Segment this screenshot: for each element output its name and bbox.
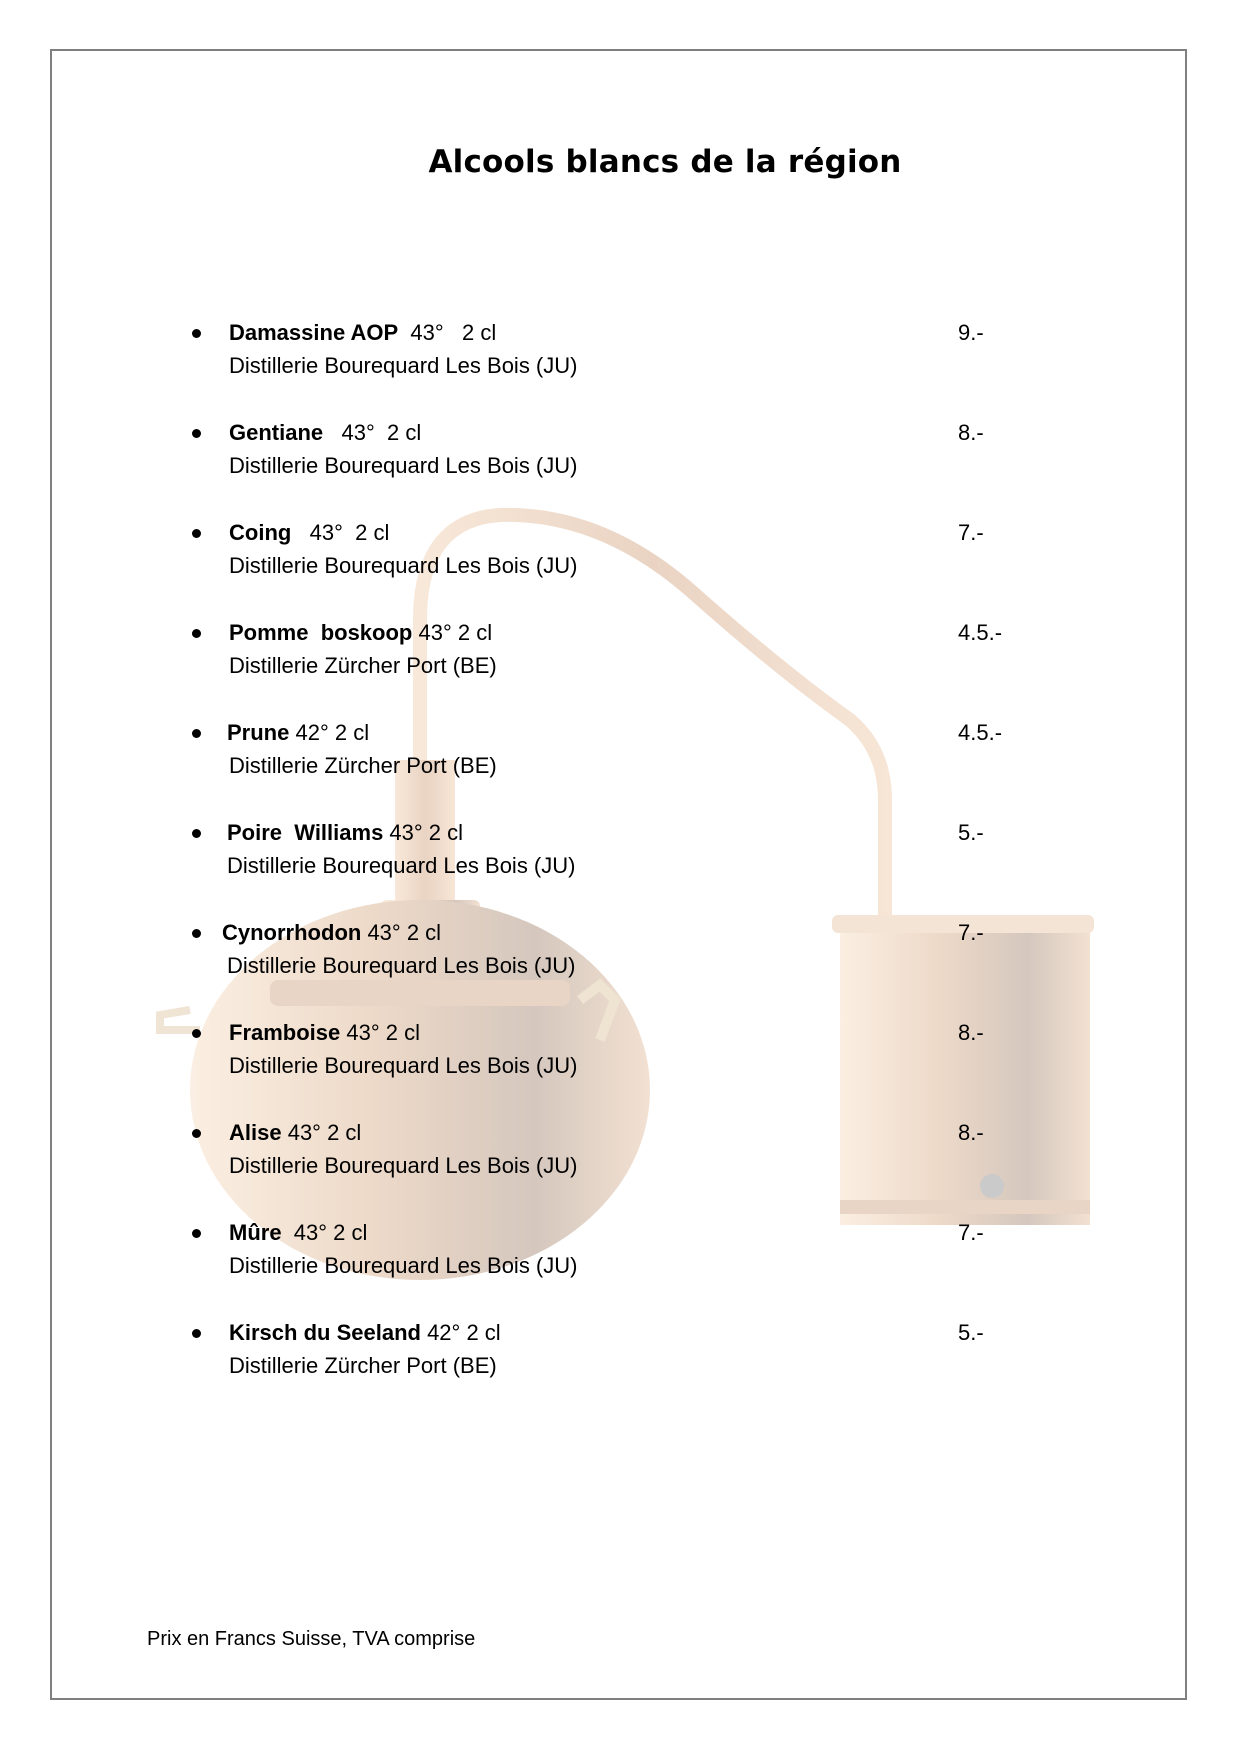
item-details: 42° 2 cl	[289, 720, 370, 745]
bullet-icon	[192, 529, 201, 538]
bullet-icon	[192, 829, 201, 838]
item-details: 43° 2 cl	[281, 1220, 368, 1245]
price-note-footer: Prix en Francs Suisse, TVA comprise	[147, 1628, 476, 1650]
item-name: Framboise	[229, 1020, 341, 1045]
item-producer: Distillerie Zürcher Port (BE)	[229, 1353, 497, 1378]
bullet-icon	[192, 1129, 201, 1138]
item-producer: Distillerie Bourequard Les Bois (JU)	[229, 1153, 578, 1178]
item-producer: Distillerie Zürcher Port (BE)	[229, 653, 497, 678]
item-details: 43° 2 cl	[383, 820, 464, 845]
bullet-icon	[192, 329, 201, 338]
list-item	[0, 719, 1240, 789]
item-producer: Distillerie Bourequard Les Bois (JU)	[227, 953, 576, 978]
item-price: 4.5.-	[958, 620, 1003, 645]
item-name: Coing	[229, 520, 292, 545]
bullet-icon	[192, 1329, 201, 1338]
item-price: 7.-	[958, 520, 984, 545]
item-producer: Distillerie Bourequard Les Bois (JU)	[229, 1253, 578, 1278]
list-item	[0, 819, 1240, 889]
list-item	[0, 1119, 1240, 1189]
bullet-icon	[192, 429, 201, 438]
list-item	[0, 619, 1240, 689]
item-price: 8.-	[958, 1120, 984, 1145]
list-item	[0, 1219, 1240, 1289]
item-producer: Distillerie Bourequard Les Bois (JU)	[229, 1053, 578, 1078]
item-price: 8.-	[958, 420, 984, 445]
item-details: 43° 2 cl	[398, 320, 497, 345]
item-details: 43° 2 cl	[340, 1020, 420, 1045]
list-item	[0, 419, 1240, 489]
item-price: 9.-	[958, 320, 984, 345]
item-name: Gentiane	[229, 420, 324, 445]
item-price: 7.-	[958, 920, 984, 945]
item-producer: Distillerie Bourequard Les Bois (JU)	[227, 853, 576, 878]
list-item	[0, 1019, 1240, 1089]
item-name: Prune	[227, 720, 290, 745]
bullet-icon	[192, 729, 201, 738]
bullet-icon	[192, 1029, 201, 1038]
item-price: 4.5.-	[958, 720, 1003, 745]
item-name: Poire Williams	[227, 820, 384, 845]
bullet-icon	[192, 929, 201, 938]
item-name: Kirsch du Seeland	[229, 1320, 421, 1345]
item-details: 43° 2 cl	[361, 920, 442, 945]
item-name: Damassine AOP	[229, 320, 399, 345]
item-name: Mûre	[229, 1220, 282, 1245]
item-producer: Distillerie Bourequard Les Bois (JU)	[229, 553, 578, 578]
item-name: Alise	[229, 1120, 282, 1145]
item-details: 43° 2 cl	[412, 620, 493, 645]
item-details: 42° 2 cl	[420, 1320, 501, 1345]
item-price: 5.-	[958, 820, 984, 845]
list-item	[0, 319, 1240, 389]
item-details: 43° 2 cl	[281, 1120, 362, 1145]
item-price: 8.-	[958, 1020, 984, 1045]
item-name: Cynorrhodon	[222, 920, 362, 945]
item-name: Pomme boskoop	[229, 620, 413, 645]
list-item	[0, 519, 1240, 589]
bullet-icon	[192, 629, 201, 638]
item-producer: Distillerie Zürcher Port (BE)	[229, 753, 497, 778]
item-price: 7.-	[958, 1220, 984, 1245]
list-item	[0, 919, 1240, 989]
item-details: 43° 2 cl	[323, 420, 422, 445]
list-item	[0, 1319, 1240, 1389]
item-details: 43° 2 cl	[291, 520, 390, 545]
page-title: Alcools blancs de la région	[428, 144, 902, 180]
item-producer: Distillerie Bourequard Les Bois (JU)	[229, 353, 578, 378]
item-price: 5.-	[958, 1320, 984, 1345]
bullet-icon	[192, 1229, 201, 1238]
item-producer: Distillerie Bourequard Les Bois (JU)	[229, 453, 578, 478]
